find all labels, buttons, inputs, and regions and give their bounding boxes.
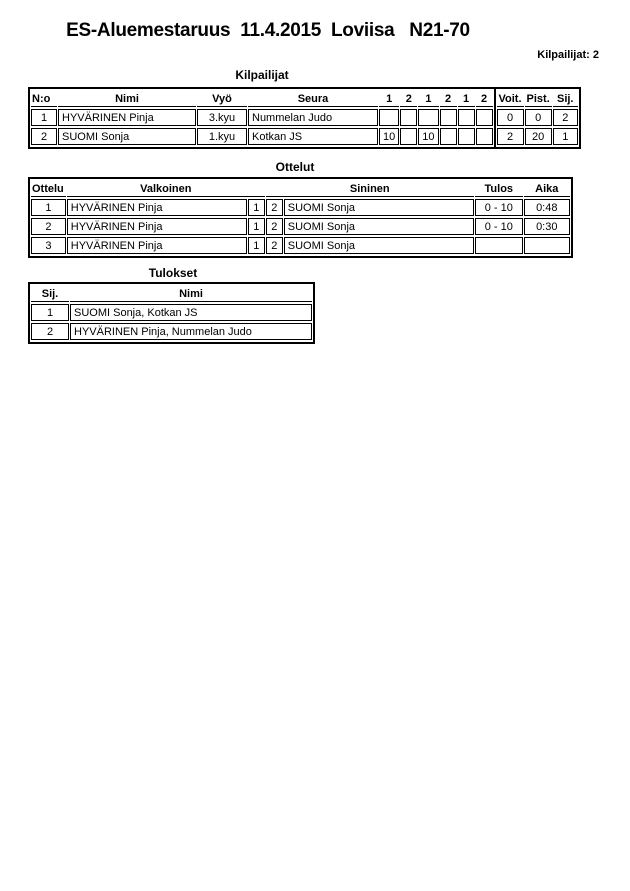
match-row [31, 237, 570, 254]
blue-number-cell: 2 [266, 199, 283, 216]
col-header-round-3: 1 [418, 91, 438, 107]
club-cell: Nummelan Judo [248, 109, 378, 126]
name-club-cell: HYVÄRINEN Pinja, Nummelan Judo [70, 323, 312, 340]
time-cell: 0:30 [524, 218, 570, 235]
col-header-round-5: 1 [458, 91, 475, 107]
score-cell [458, 109, 475, 126]
competitor-row [31, 109, 493, 126]
score-cell [476, 109, 493, 126]
col-header-vyo: Vyö [197, 91, 247, 107]
white-number-cell: 1 [248, 199, 265, 216]
score-cell [458, 128, 475, 145]
col-header-ottelu: Ottelu [31, 181, 66, 197]
col-header-valkoinen: Valkoinen [67, 181, 265, 197]
result-cell: 0 - 10 [475, 218, 523, 235]
wins-cell: 2 [497, 128, 524, 145]
col-header-aika: Aika [524, 181, 570, 197]
belt-cell: 3.kyu [197, 109, 247, 126]
col-header-round-4: 2 [440, 91, 457, 107]
blue-name-cell: SUOMI Sonja [284, 218, 474, 235]
no-cell: 1 [31, 109, 57, 126]
col-header-seura: Seura [248, 91, 378, 107]
col-header-round-1: 1 [379, 91, 399, 107]
ottelut-table-inner [30, 179, 571, 256]
time-cell [524, 237, 570, 254]
match-no-cell: 2 [31, 218, 66, 235]
score-cell: 10 [418, 128, 438, 145]
place-cell: 1 [31, 304, 69, 321]
name-cell: SUOMI Sonja [58, 128, 196, 145]
col-header-round-6: 2 [476, 91, 493, 107]
competitor-count: Kilpailijat: 2 [537, 49, 599, 61]
wins-cell: 0 [497, 109, 524, 126]
score-cell [440, 109, 457, 126]
kilpailijat-header-row-right [497, 91, 578, 107]
no-cell: 2 [31, 128, 57, 145]
tulokset-table-inner [30, 284, 313, 342]
col-header-tulos: Tulos [475, 181, 523, 197]
name-club-cell: SUOMI Sonja, Kotkan JS [70, 304, 312, 321]
match-row [31, 199, 570, 216]
score-cell [440, 128, 457, 145]
tulokset-header-row [31, 286, 312, 302]
kilpailijat-header-row [31, 91, 493, 107]
col-header-no: N:o [31, 91, 57, 107]
place-cell: 2 [31, 323, 69, 340]
white-name-cell: HYVÄRINEN Pinja [67, 237, 247, 254]
ottelut-header-row [31, 181, 570, 197]
club-cell: Kotkan JS [248, 128, 378, 145]
name-cell: HYVÄRINEN Pinja [58, 109, 196, 126]
competitor-result-row [497, 128, 578, 145]
match-no-cell: 1 [31, 199, 66, 216]
time-cell: 0:48 [524, 199, 570, 216]
match-no-cell: 3 [31, 237, 66, 254]
belt-cell: 1.kyu [197, 128, 247, 145]
score-cell [400, 128, 417, 145]
blue-number-cell: 2 [266, 218, 283, 235]
kilpailijat-table [28, 87, 581, 149]
tulokset-heading: Tulokset [148, 266, 198, 280]
page-title: ES-Aluemestaruus 11.4.2015 Loviisa N21-70 [66, 20, 470, 41]
col-header-round-2: 2 [400, 91, 417, 107]
white-number-cell: 1 [248, 218, 265, 235]
col-header-nimi: Nimi [58, 91, 196, 107]
result-cell [475, 237, 523, 254]
kilpailijat-heading: Kilpailijat [235, 68, 289, 82]
kilpailijat-table-left [30, 89, 494, 147]
match-row [31, 218, 570, 235]
ottelut-table [28, 177, 573, 258]
points-cell: 20 [525, 128, 552, 145]
place-cell: 1 [553, 128, 578, 145]
col-header-sininen: Sininen [266, 181, 474, 197]
score-cell [418, 109, 438, 126]
white-name-cell: HYVÄRINEN Pinja [67, 199, 247, 216]
result-cell: 0 - 10 [475, 199, 523, 216]
white-number-cell: 1 [248, 237, 265, 254]
tulokset-table [28, 282, 315, 344]
blue-name-cell: SUOMI Sonja [284, 237, 474, 254]
kilpailijat-table-right [496, 89, 579, 147]
col-header-sij: Sij. [553, 91, 578, 107]
col-header-pist: Pist. [525, 91, 552, 107]
score-cell: 10 [379, 128, 399, 145]
white-name-cell: HYVÄRINEN Pinja [67, 218, 247, 235]
blue-number-cell: 2 [266, 237, 283, 254]
score-cell [379, 109, 399, 126]
competitor-row [31, 128, 493, 145]
score-cell [400, 109, 417, 126]
points-cell: 0 [525, 109, 552, 126]
score-cell [476, 128, 493, 145]
result-row [31, 323, 312, 340]
col-header-nimi: Nimi [70, 286, 312, 302]
place-cell: 2 [553, 109, 578, 126]
result-row [31, 304, 312, 321]
competitor-result-row [497, 109, 578, 126]
col-header-voit: Voit. [497, 91, 524, 107]
blue-name-cell: SUOMI Sonja [284, 199, 474, 216]
ottelut-heading: Ottelut [275, 160, 315, 174]
col-header-sij: Sij. [31, 286, 69, 302]
